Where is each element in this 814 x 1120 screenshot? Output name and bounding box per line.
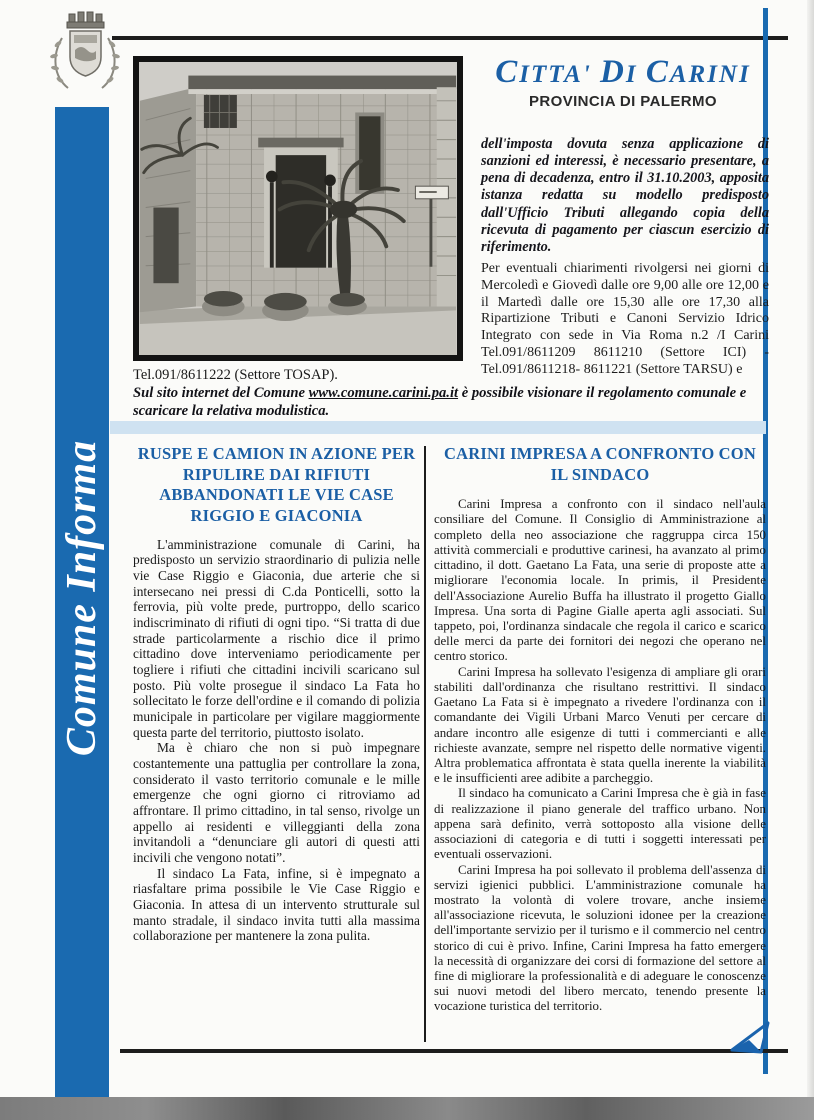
article-right-paragraph: Carini Impresa ha poi sollevato il problema dell'assenza di servizi igienici pubblici. L'amministrazione comunale ha mostrato la volontà di volere trovare, anche insieme all'associazione ricevuta, le soluzioni idonee per la creazione dell'importante servizio per il turismo e il commercio nel centro storico di cui è privo. Infine, Carini Impresa ha fatto emergere la necessità di organizzare dei corsi di formazione del settore al fine di migliorare la professionalità e di adeguare le conoscenze sui nuovi metodi del libero mercato, tenendo presente la vocazione turistica del territorio. — [434, 862, 766, 1014]
site-line-prefix: Sul sito internet del Comune — [133, 385, 309, 401]
header — [477, 54, 769, 110]
article-left-paragraph: Ma è chiaro che non si può impegnare costantemente una pattuglia per controllare la zona, considerato il vasto territorio comunale e le mille emergenze che ogni giorno ci ritroviamo ad affrontare. Il primo cittadino, in tal senso, rivolge un appello ai residenti e villeggianti della zona invitandoli a “denunciare gli autori di questi atti incivili che vengono notati”. — [133, 740, 420, 865]
municipal-building-photo — [133, 56, 463, 361]
site-line-suffix: è possibile visionare il regolamento comunale e scaricare la relativa modulistica. — [133, 385, 747, 420]
article-left-paragraph: Il sindaco La Fata, infine, si è impegnato a riasfaltare prima possibile le Vie Case Riggio e Giaconia. In attesa di un intervento strutturale sul manto stradale, il sindaco invita tutti alla massima collaborazione per mantenere la zona pulita. — [133, 865, 420, 944]
site-url-link[interactable]: www.comune.carini.pa.it — [308, 385, 459, 401]
continuation-arrow-icon — [730, 1020, 772, 1056]
section-divider-strip — [110, 421, 766, 434]
paper-edge-right — [807, 0, 814, 1100]
article-right-paragraph: Carini Impresa ha sollevato l'esigenza di ampliare gli orari stabiliti dall'ordinanza che risultano restrittivi. Il sindaco Gaetano La Fata si è impegnato a rivedere l'ordinanza con il comandante dei Vigili Urbani Marco Venuti per cercare di andare incontro alle esigenze di tutti i commercianti e alle richieste avanzate, sempre nel rispetto delle normative vigenti. Altra problematica affrontata è stata quella inerente la viabilità e le insufficienti aree adibite a parcheggio. — [434, 664, 766, 786]
article-left — [133, 444, 420, 944]
column-divider — [424, 446, 426, 1042]
article-right-paragraph: Il sindaco ha comunicato a Carini Impresa che è già in fase di realizzazione il piano generale del traffico urbano. Non appena sarà definito, verrà sottoposto alla visione delle associazioni di categoria e di tutti i soggetti interessati per eventuali osservazioni. — [434, 786, 766, 862]
site-line — [133, 384, 778, 420]
intro-paragraph: dell'imposta dovuta senza applicazione di sanzioni ed interessi, è necessario presentare, a pena di decadenza, entro il 31.10.2003, apposita istanza redatta su modello predisposto dall'Ufficio Tributi allegando copia della ricevuta di pagamento per ciascun esercizio di riferimento. — [481, 136, 769, 255]
article-left-title: RUSPE E CAMION IN AZIONE PER RIPULIRE DAI RIFIUTI ABBANDONATI LE VIE CASE RIGGIO E GIACONIA — [137, 444, 416, 525]
vertical-band-title: Comune Informa — [59, 439, 105, 757]
article-right-title: CARINI IMPRESA A CONFRONTO CON IL SINDACO — [444, 444, 756, 484]
bottom-rule — [120, 1049, 788, 1053]
paper-edge-bottom — [0, 1097, 814, 1120]
page-title: CITTA' DI CARINI — [495, 54, 751, 90]
article-right-paragraph: Carini Impresa a confronto con il sindaco nell'aula consiliare del Comune. Il Consiglio di Amministrazione al completo della neo associazione che raggruppa circa 150 attività commerciali e produttive carinesi, ha avanzato al primo cittadino, il dott. Gaetano La Fata, una serie di proposte atte a migliorare l'economia locale. In primis, il Presidente dell'Associazione Aurelio Buffa ha illustrato il progetto Giallo Impresa. Una sorta di Pagine Gialle aperta agli associati. Sul tappeto, poi, l'ordinanza sindacale che regola il carico e scarico delle merci da parte dei fornitori dei negozi che operano nel centro storico. — [434, 497, 766, 664]
tel-line: Tel.091/8611222 (Settore TOSAP). — [133, 367, 338, 383]
article-left-paragraph: L'amministrazione comunale di Carini, ha predisposto un servizio straordinario di pulizia nelle vie Case Riggio e Giaconia, due arterie che si intersecano nei pressi di C.da Ponticelli, sotto la ferrovia, più volte prede, purtroppo, dello scarico indiscriminato di rifiuti di ogni tipo. “Si tratta di due strade particolarmente a rischio dice il primo cittadino dove interveniamo periodicamente per togliere i rifiuti che cittadini incivili scaricano sul posto. Più volte prosegue il sindaco La Fata ho sollecitato le forze dell'ordine e il comando di polizia municipale in particolare per vigilare maggiormente questa parte del territorio, piuttosto isolato. — [133, 536, 420, 740]
top-rule — [112, 36, 788, 40]
article-right — [434, 444, 766, 1015]
coat-of-arms-icon — [42, 10, 128, 108]
page-subtitle: PROVINCIA DI PALERMO — [528, 93, 717, 110]
info-paragraph: Per eventuali chiarimenti rivolgersi nei giorni di Mercoledì e Giovedì dalle ore 9,00 alle ore 12,00 e il Martedì dalle ore 15,30 alle ore 17,30 alla Ripartizione Tributi e Canoni Servizio Idrico Integrato con sede in Via Roma n.2 /I Carini Tel.091/8611209 8611210 (Settore ICI) - Tel.091/8611218- 8611221 (Settore TARSU) e — [481, 261, 769, 377]
